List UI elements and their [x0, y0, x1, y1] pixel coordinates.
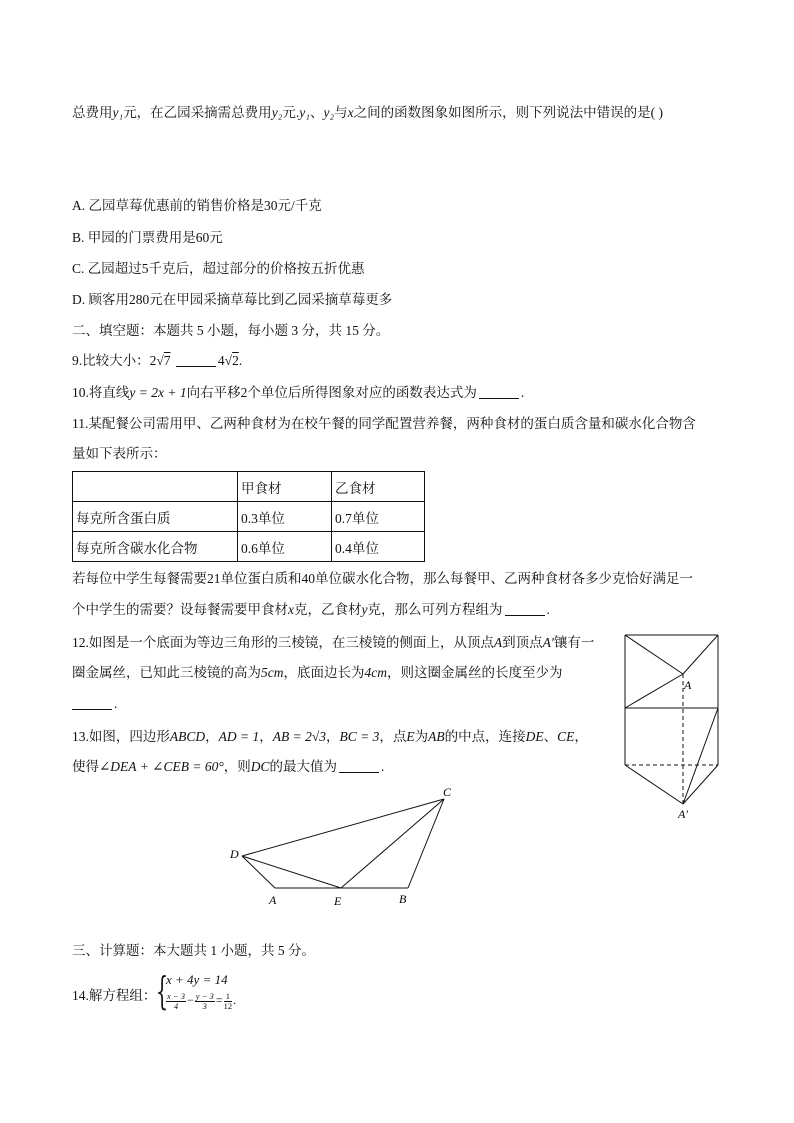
var-DE: DE: [525, 729, 544, 744]
q13-bc: BC = 3: [339, 729, 380, 744]
q8-text: 与: [334, 105, 348, 120]
q14-label: 14.解方程组：: [72, 988, 157, 1003]
q13-text: 使得: [72, 759, 99, 774]
fraction-denominator: 12: [223, 1000, 233, 1011]
var-y1: y₁: [112, 105, 124, 120]
fraction-numerator: x − 3: [167, 990, 186, 1001]
fraction-numerator: 1: [224, 992, 233, 1002]
q10-text: 向右平移2个单位后所得图象对应的函数表达式为: [186, 385, 477, 400]
q12-height: 5cm: [261, 665, 284, 680]
q13-text: ，: [574, 729, 588, 744]
table-cell: 0.6单位: [238, 532, 332, 562]
q13-text: .: [381, 759, 385, 774]
var-CE: CE: [557, 729, 575, 744]
var-AB: AB: [428, 729, 445, 744]
q12-side: 4cm: [364, 665, 387, 680]
table-header: 甲食材: [238, 472, 332, 502]
table-cell: [73, 472, 238, 502]
q12-text: 12.如图是一个底面为等边三角形的三棱镜，在三棱镜的侧面上，从顶点: [72, 635, 494, 650]
q14-text: .: [233, 993, 237, 1007]
q13-text: ，: [326, 729, 340, 744]
table-cell: 每克所含碳水化合物: [73, 532, 238, 562]
q13-text: ，则: [223, 759, 251, 774]
quad-label-D: D: [230, 847, 239, 861]
q12-text: ，则这圈金属丝的长度至少为: [387, 665, 563, 680]
var-y2: y₂: [323, 105, 335, 120]
q8-text: 、: [309, 105, 324, 120]
q12-line-2: [72, 663, 563, 683]
q9-radicand-2: 2: [232, 353, 239, 368]
var-y1: y₁: [299, 105, 310, 120]
q8-option-b: B. 甲园的门票费用是60元: [72, 230, 223, 245]
var-A-prime: A′: [542, 635, 554, 650]
q12-text: .: [114, 696, 118, 711]
q11-line-4: [72, 600, 550, 620]
q8-option-a: A. 乙园草莓优惠前的销售价格是30元/千克: [72, 198, 322, 213]
quad-label-C: C: [443, 785, 452, 799]
q14-equation-1: x + 4y = 14: [166, 972, 228, 987]
prism-figure: [600, 628, 730, 824]
var-y2: y₂: [271, 105, 283, 120]
sqrt-sign: √: [156, 353, 164, 368]
q11-text: 克，那么可列方程组为: [367, 602, 503, 617]
fraction-denominator: 4: [173, 1000, 179, 1011]
q8-text: 元，在乙园采摘需总费用: [123, 105, 272, 120]
answer-blank: [505, 601, 545, 616]
table-cell: 每克所含蛋白质: [73, 502, 238, 532]
var-y: y: [361, 602, 368, 617]
q11-line-3: 若每位中学生每餐需要21单位蛋白质和40单位碳水化合物，那么每餐甲、乙两种食材各多少克恰好满足一: [72, 571, 693, 586]
q13-ab: AB = 2√3: [272, 729, 326, 744]
quadrilateral-figure: [222, 782, 462, 910]
q11-text: .: [546, 602, 550, 617]
q12-line-3: [72, 694, 117, 714]
answer-blank: [72, 695, 112, 710]
var-x: x: [288, 602, 294, 617]
q8-stem: [72, 103, 663, 123]
prism-label-A-prime: A′: [678, 807, 688, 821]
fraction-numerator: y − 3: [195, 990, 214, 1001]
q13-text: 为: [414, 729, 429, 744]
q13-text: ，点: [379, 729, 407, 744]
q11-text: 个中学生的需要？设每餐需要甲食材: [72, 602, 288, 617]
q9-radicand-1: 7: [163, 353, 171, 368]
table-cell: 0.3单位: [238, 502, 332, 532]
q9-text: 4: [217, 353, 225, 368]
q12-text: ，底面边长为: [283, 665, 365, 680]
q12-text: 到顶点: [502, 635, 543, 650]
answer-blank: [479, 384, 519, 399]
operator: −: [187, 993, 194, 1007]
table-header-row: [73, 472, 425, 502]
var-DC: DC: [250, 759, 270, 774]
q12-line-1: [72, 633, 594, 653]
system-brace: {: [156, 969, 169, 1013]
quad-label-E: E: [334, 894, 342, 908]
fraction: [166, 992, 186, 1011]
var-x: x: [347, 105, 354, 120]
prism-label-A: A: [684, 678, 692, 692]
q10: [72, 383, 524, 403]
q13-ad: AD = 1: [218, 729, 260, 744]
q8-text: 元.: [282, 105, 300, 120]
table-cell: 0.7单位: [332, 502, 425, 532]
quad-name: ABCD: [169, 729, 206, 744]
q13-angle-condition: ∠DEA + ∠CEB = 60°: [99, 759, 224, 774]
q13-line-1: [72, 727, 588, 747]
q8-option-c: C. 乙园超过5千克后，超过部分的价格按五折优惠: [72, 261, 365, 276]
q13-text: 13.如图，四边形: [72, 729, 170, 744]
table-row: [73, 532, 425, 562]
fraction: [195, 992, 215, 1011]
operator: =: [215, 993, 223, 1007]
q10-text: 10.将直线: [72, 385, 130, 400]
quad-label-A: A: [269, 893, 277, 907]
q12-text: 圈金属丝，已知此三棱镜的高为: [72, 665, 261, 680]
q9-text: 9.比较大小：2: [72, 353, 157, 368]
q13-text: 的最大值为: [269, 759, 338, 774]
q13-line-2: [72, 757, 384, 777]
nutrition-table: [72, 471, 425, 562]
q11-text: 克，乙食材: [294, 602, 362, 617]
sqrt-sign: √: [224, 353, 233, 368]
q13-text: 、: [543, 729, 558, 744]
q10-text: .: [520, 385, 525, 400]
table-cell: 0.4单位: [332, 532, 425, 562]
var-E: E: [406, 729, 415, 744]
q10-equation: y = 2x + 1: [129, 385, 187, 400]
table-header: 乙食材: [332, 472, 425, 502]
q13-text: ，: [259, 729, 273, 744]
section-2-heading: 二、填空题：本题共 5 小题，每小题 3 分，共 15 分。: [72, 323, 390, 338]
q11-line-1: 11.某配餐公司需用甲、乙两种食材为在校午餐的同学配置营养餐，两种食材的蛋白质含量和碳水化合物含: [72, 416, 696, 431]
quad-label-B: B: [399, 892, 407, 906]
answer-blank: [176, 352, 216, 367]
answer-blank: [339, 758, 379, 773]
section-3-heading: 三、计算题：本大题共 1 小题，共 5 分。: [72, 943, 315, 958]
q13-text: ，: [205, 729, 219, 744]
q9-text: .: [238, 353, 243, 368]
q11-line-2: 量如下表所示：: [72, 446, 167, 461]
q13-text: 的中点，连接: [444, 729, 526, 744]
q9: [72, 351, 242, 371]
q8-text: 总费用: [72, 105, 113, 120]
var-A: A: [493, 635, 503, 650]
q14-equation-2: [165, 988, 236, 1012]
fraction-denominator: 3: [202, 1000, 207, 1011]
q8-text: 之间的函数图象如图所示，则下列说法中错误的是( ): [353, 105, 663, 120]
q8-option-d: D. 顾客用280元在甲园采摘草莓比到乙园采摘草莓更多: [72, 292, 393, 307]
fraction: [224, 992, 233, 1011]
table-row: [73, 502, 425, 532]
q12-text: 镶有一: [553, 635, 595, 650]
